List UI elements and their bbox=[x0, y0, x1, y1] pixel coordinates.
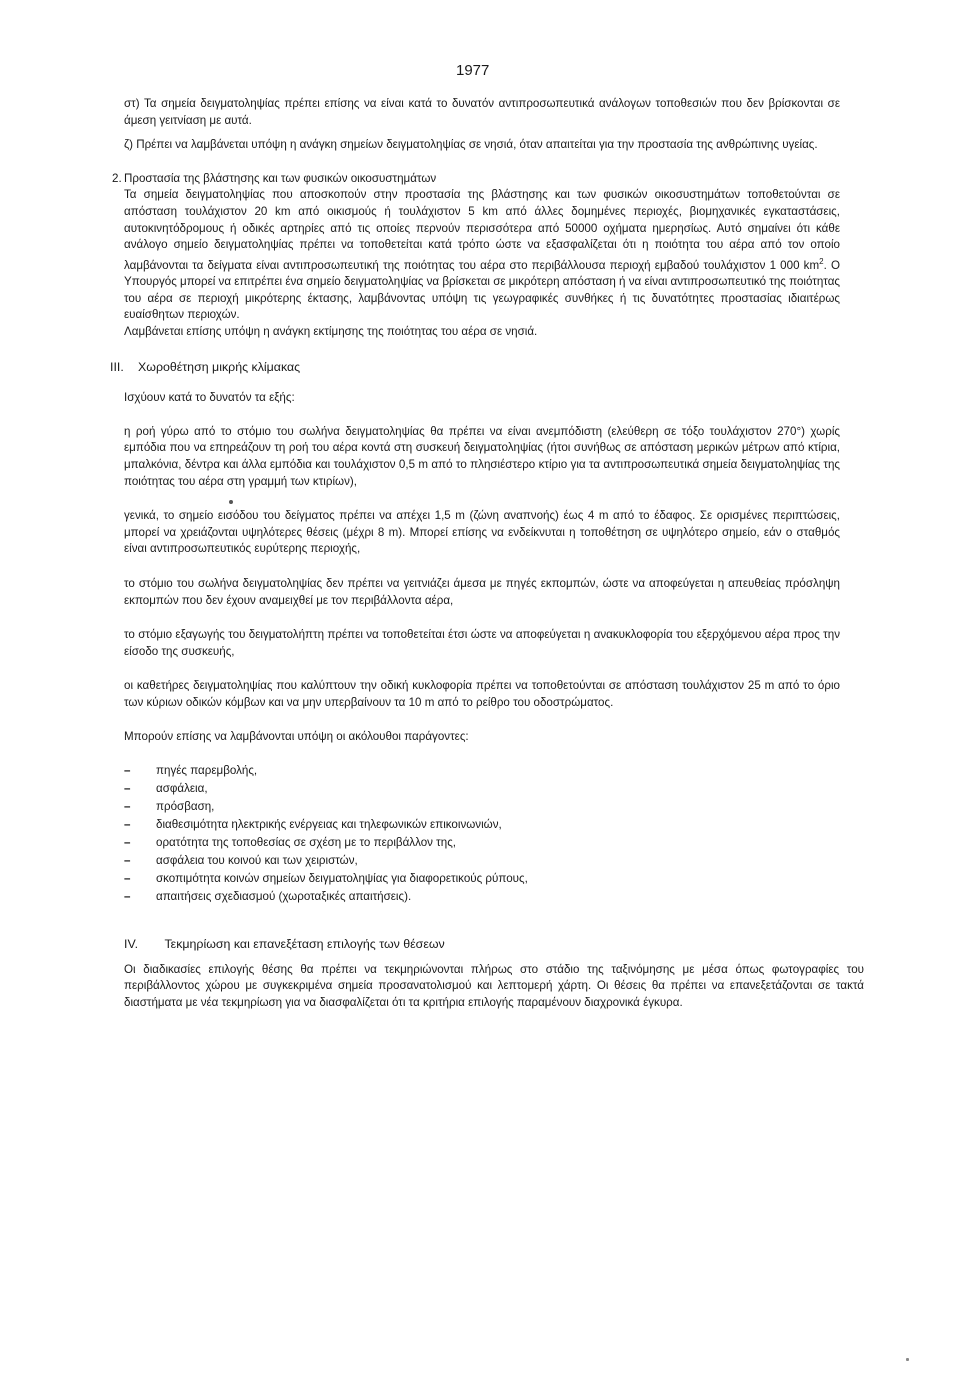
dash-bullet: – bbox=[124, 890, 131, 904]
dash-bullet: – bbox=[124, 872, 131, 886]
section-2-number: 2. bbox=[112, 171, 122, 185]
dash-bullet: – bbox=[124, 800, 131, 814]
factor-text: ασφάλεια του κοινού και των χειριστών, bbox=[156, 854, 358, 868]
list-item bbox=[124, 870, 840, 888]
section-3-item-1: η ροή γύρω από το στόμιο του σωλήνα δειγματοληψίας θα πρέπει να είναι ανεμπόδιστη (ελεύθερη σε τόξο τουλάχιστον 270°) χωρίς εμπόδια που να επηρεάζουν τη ροή του αέρα κοντά στη συσκευή δειγματοληψίας (ήτοι συνήθως σε απόσταση μερικών μέτρων από κτίρια, μπαλκόνια, δέντρα και άλλα εμπόδια και τουλάχιστον 0,5 m από το πλησιέστερο κτίριο για τα αντιπροσωπευτικά σημεία δειγματοληψίας της ποιότητας του αέρα στη γραμμή των κτιρίων), bbox=[124, 424, 840, 488]
factor-text: ασφάλεια, bbox=[156, 782, 208, 796]
section-2 bbox=[112, 171, 840, 324]
factor-text: πρόσβαση, bbox=[156, 800, 215, 814]
dash-bullet: – bbox=[124, 818, 131, 832]
list-item bbox=[124, 780, 840, 798]
section-2-body bbox=[124, 187, 840, 324]
section-4-numeral: IV. bbox=[124, 937, 139, 952]
dash-bullet: – bbox=[124, 782, 131, 796]
section-4-body: Οι διαδικασίες επιλογής θέσης θα πρέπει να τεκμηριώνονται πλήρως στο στάδιο της ταξινόμησης με μέσα όπως φωτογραφίες του περιβάλλοντος χώρου με συγκεκριμένα σημεία προσανατολισμού και λεπτομερή χάρτη. Οι θέσεις θα πρέπει να επανεξετάζονται σε τακτά διαστήματα με νέα τεκμηρίωση για να διασφαλίζεται ότι τα κριτήρια επιλογής παραμένουν διαχρονικά έγκυρα. bbox=[124, 962, 864, 1009]
section-3-intro: Ισχύουν κατά το δυνατόν τα εξής: bbox=[124, 391, 295, 405]
paragraph-st: στ) Τα σημεία δειγματοληψίας πρέπει επίσης να είναι κατά το δυνατόν αντιπροσωπευτικά ανάλογων τοποθεσιών που δεν βρίσκονται σε άμεση γειτνίαση με αυτά. bbox=[124, 97, 840, 127]
list-item bbox=[124, 888, 840, 906]
paragraph-islands: Λαμβάνεται επίσης υπόψη η ανάγκη εκτίμησης της ποιότητας του αέρα σε νησιά. bbox=[124, 324, 538, 338]
dash-bullet: – bbox=[124, 854, 131, 868]
section-2-title: Προστασία της βλάστησης και των φυσικών οικοσυστημάτων bbox=[124, 171, 437, 185]
section-3-item-4: το στόμιο εξαγωγής του δειγματολήπτη πρέπει να τοποθετείται έτσι ώστε να αποφεύγεται η ανακυκλοφορία του εξερχόμενου αέρα προς την είσοδο της συσκευής, bbox=[124, 628, 840, 658]
scan-speck bbox=[906, 1358, 909, 1361]
section-3-item-3: το στόμιο του σωλήνα δειγματοληψίας δεν πρέπει να γειτνιάζει άμεσα με πηγές εκπομπών, ώστε να αποφεύγεται η απευθείας πρόσληψη εκπομπών που δεν έχουν αναμειχθεί με τον περιβάλλοντα αέρα, bbox=[124, 576, 840, 607]
page-content bbox=[110, 96, 864, 1011]
section-3-item-2: γενικά, το σημείο εισόδου του δείγματος πρέπει να απέχει 1,5 m (ζώνη αναπνοής) έως 4 m από το έδαφος. Σε ορισμένες περιπτώσεις, μπορεί να χρειάζονται υψηλότερες θέσεις (μέχρι 8 m). Μπορεί επίσης να ενδείκνυται η τοποθέτηση σε υψηλότερο σημείο, εάν ο σταθμός είναι αντιπροσωπευτικός ευρύτερης περιοχής, bbox=[124, 509, 840, 556]
section-3-title: Χωροθέτηση μικρής κλίμακας bbox=[138, 359, 301, 374]
factors-intro: Μπορούν επίσης να λαμβάνονται υπόψη οι ακόλουθοι παράγοντες: bbox=[124, 730, 469, 744]
list-item bbox=[124, 762, 840, 780]
section-3-heading bbox=[110, 359, 840, 376]
factor-text: διαθεσιμότητα ηλεκτρικής ενέργειας και τηλεφωνικών επικοινωνιών, bbox=[156, 818, 502, 832]
section-2-body-part2: . Ο Υπουργός μπορεί να επιτρέπει ένα σημείο δειγματοληψίας να βρίσκεται σε μικρότερη απόσταση ή να είναι αντιπροσωπευτικό της ποιότητας του αέρα σε περιοχή μικρότερης έκτασης, λαμβάνοντας υπόψη τις γεωγραφικές συνθήκες ή τις δυνατότητες προστασίας ιδιαιτέρως ευαίσθητων περιοχών. bbox=[124, 258, 840, 322]
factor-text: πηγές παρεμβολής, bbox=[156, 764, 258, 778]
section-4-title: Τεκμηρίωση και επανεξέταση επιλογής των θέσεων bbox=[164, 937, 445, 952]
page-number: 1977 bbox=[456, 62, 490, 79]
list-item bbox=[124, 834, 840, 852]
factor-text: ορατότητα της τοποθεσίας σε σχέση με το περιβάλλον της, bbox=[156, 836, 457, 850]
section-2-superscript: 2 bbox=[819, 256, 824, 266]
section-4-heading bbox=[124, 936, 840, 953]
list-item bbox=[124, 798, 840, 816]
factors-list bbox=[124, 762, 840, 906]
section-3-numeral: III. bbox=[110, 359, 124, 374]
scan-speck bbox=[229, 500, 233, 504]
section-2-heading bbox=[112, 171, 840, 188]
list-item bbox=[124, 816, 840, 834]
factor-text: σκοπιμότητα κοινών σημείων δειγματοληψίας για διαφορετικούς ρύπους, bbox=[156, 872, 528, 886]
section-3-item-5: οι καθετήρες δειγματοληψίας που καλύπτουν την οδική κυκλοφορία πρέπει να τοποθετούνται σε απόσταση τουλάχιστον 25 m από το όριο των κύριων οδικών κόμβων και να μην υπερβαίνουν τα 10 m από το ρείθρο του οδοστρώματος. bbox=[124, 679, 840, 709]
dash-bullet: – bbox=[124, 836, 131, 850]
section-2-body-part1: Τα σημεία δειγματοληψίας που αποσκοπούν στην προστασία της βλάστησης και των φυσικών οικοσυστημάτων τοποθετούνται σε απόσταση τουλάχιστον 20 km από οικισμούς ή τουλάχιστον 5 km από άλλες δομημένες περιοχές, βιομηχανικές εγκαταστάσεις, αυτοκινητόδρομους ή οδικές αρτηρίες από τις οποίες περνούν περισσότερα από 50000 οχήματα ημερησίως. Αυτό σημαίνει ότι κάθε ανάλογο σημείο δειγματοληψίας πρέπει να τοποθετείται κατά τρόπο ώστε να εξασφαλίζεται ότι η ποιότητα του αέρα από τον οποίο λαμβάνονται τα δείγματα είναι αντιπροσωπευτική της ποιότητας του αέρα στο περιβάλλουσα περιοχή εμβαδού τουλάχιστον 1 000 km bbox=[124, 188, 840, 272]
list-item bbox=[124, 852, 840, 870]
dash-bullet: – bbox=[124, 764, 131, 778]
paragraph-z: ζ) Πρέπει να λαμβάνεται υπόψη η ανάγκη σημείων δειγματοληψίας σε νησιά, όταν απαιτείται για την προστασία της ανθρώπινης υγείας. bbox=[124, 138, 818, 152]
factor-text: απαιτήσεις σχεδιασμού (χωροταξικές απαιτήσεις). bbox=[156, 890, 412, 904]
